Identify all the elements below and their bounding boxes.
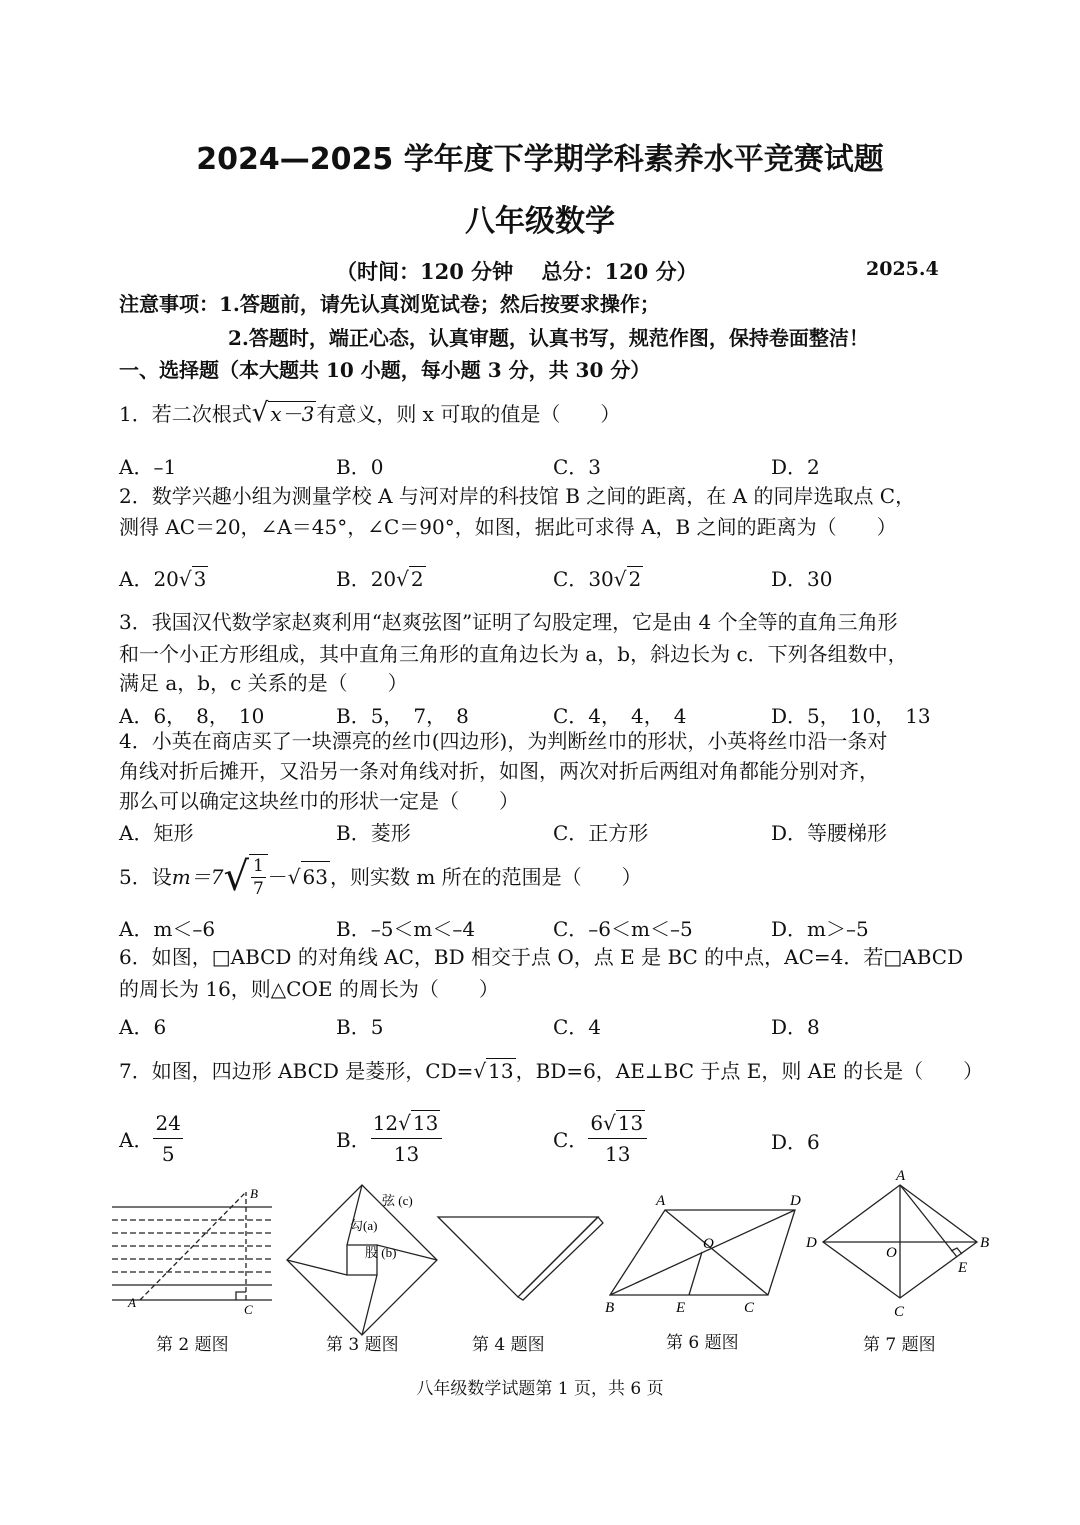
fig7-label-a: A xyxy=(896,1168,906,1184)
figure-7-caption: 第 7 题图 xyxy=(863,1335,936,1355)
q4-option-a: A．矩形 xyxy=(119,821,194,845)
figure-6-parallelogram xyxy=(610,1210,795,1295)
q5-option-b: B．–5＜m＜–4 xyxy=(336,917,476,941)
q3-option-c: C．4， 4， 4 xyxy=(553,704,687,728)
fig6-label-o: O xyxy=(703,1236,714,1252)
exam-title: 2024—2025 学年度下学期学科素养水平竞赛试题 xyxy=(196,142,884,177)
q5-minus: － xyxy=(267,864,288,889)
q3-option-d: D．5， 10， 13 xyxy=(771,704,931,728)
q4-option-c: C．正方形 xyxy=(553,821,649,845)
q7-option-b-label: B． xyxy=(336,1128,371,1152)
fig2-right-angle xyxy=(236,1292,246,1300)
question-3-line-3: 满足 a，b，c 关系的是（ ） xyxy=(119,671,408,695)
q2-option-c-radicand: 2 xyxy=(628,567,642,591)
q7-option-b-numerator xyxy=(371,1108,443,1139)
question-4-line-1: 4．小英在商店买了一块漂亮的丝巾(四边形)，为判断丝巾的形状，小英将丝巾沿一条对 xyxy=(119,729,888,753)
fig7-label-c: C xyxy=(894,1304,905,1320)
fig3-line xyxy=(362,1275,377,1335)
fig3-label-gou: 勾(a) xyxy=(350,1218,378,1233)
question-3-line-1: 3．我国汉代数学家赵爽利用“赵爽弦图”证明了勾股定理，它是由 4 个全等的直角三角形 xyxy=(119,610,898,634)
q1-stem-a: 1．若二次根式 xyxy=(119,402,252,426)
sqrt-icon: √ xyxy=(178,567,192,591)
q5-fraction-denominator: 7 xyxy=(252,879,264,899)
q7-option-a-label: A． xyxy=(119,1128,154,1152)
fig3-label-hypotenuse: 弦 (c) xyxy=(382,1193,413,1208)
q7-option-d: D．6 xyxy=(771,1130,820,1154)
question-2-line-2: 测得 AC＝20，∠A＝45°，∠C＝90°，如图，据此可求得 A，B 之间的距离为（ ） xyxy=(119,515,897,539)
exam-subtitle: 八年级数学 xyxy=(465,204,615,239)
question-2-line-1: 2．数学兴趣小组为测量学校 A 与河对岸的科技馆 B 之间的距离，在 A 的同岸选取点 C， xyxy=(119,484,916,508)
q2-option-a-label: A． xyxy=(119,567,154,591)
question-6-line-2: 的周长为 16，则△COE 的周长为（ ） xyxy=(119,977,499,1001)
fig2-label-b: B xyxy=(250,1186,258,1201)
q1-option-b: B．0 xyxy=(336,455,384,479)
section-heading: 一、选择题（本大题共 10 小题，每小题 3 分，共 30 分） xyxy=(119,358,651,382)
q5-fraction xyxy=(249,854,268,900)
q7-option-c-denominator: 13 xyxy=(605,1142,631,1166)
figure-2-river-diagram xyxy=(112,1192,272,1300)
q6-option-b: B．5 xyxy=(336,1015,384,1039)
q6-option-d: D．8 xyxy=(771,1015,820,1039)
fig2-label-c: C xyxy=(244,1302,253,1317)
q7-option-a-numerator: 24 xyxy=(153,1108,182,1139)
q2-option-c-label: C． xyxy=(553,567,589,591)
question-4-line-3: 那么可以确定这块丝巾的形状一定是（ ） xyxy=(119,789,519,813)
fig3-label-gu: 股 (b) xyxy=(365,1245,397,1260)
question-3-line-2: 和一个小正方形组成，其中直角三角形的直角边长为 a，b，斜边长为 c．下列各组数中， xyxy=(119,642,908,666)
notes-label: 注意事项： xyxy=(119,292,219,316)
q7-radicand: 13 xyxy=(488,1059,514,1083)
fig3-line xyxy=(287,1260,347,1275)
figure-3-caption: 第 3 题图 xyxy=(326,1335,399,1355)
q7-option-c-numerator xyxy=(588,1108,647,1139)
sqrt-icon: √ xyxy=(473,1059,487,1083)
question-5-stem xyxy=(119,846,642,908)
q6-option-a: A．6 xyxy=(119,1015,167,1039)
q2-option-b xyxy=(336,563,426,592)
sqrt-icon: √ xyxy=(251,398,269,428)
sqrt-icon: √ xyxy=(613,567,627,591)
figure-4-caption: 第 4 题图 xyxy=(472,1335,545,1355)
q7-stem-b: ，BD=6，AE⊥BC 于点 E，则 AE 的长是（ ） xyxy=(515,1059,984,1083)
fig4-fold-line xyxy=(522,1217,598,1293)
fig6-label-d: D xyxy=(790,1193,801,1209)
fig6-label-a: A xyxy=(656,1193,666,1209)
q7-option-a-denominator: 5 xyxy=(161,1142,175,1166)
q2-option-b-coef: 20 xyxy=(370,567,397,591)
q7-option-b-coef: 12 xyxy=(372,1111,399,1135)
q2-option-c xyxy=(553,563,643,592)
q7-stem-a: 7．如图，四边形 ABCD 是菱形，CD= xyxy=(119,1059,474,1083)
exam-date: 2025.4 xyxy=(866,258,939,280)
q2-option-c-coef: 30 xyxy=(588,567,614,591)
fig7-label-o: O xyxy=(886,1245,897,1261)
q1-radicand: x－3 xyxy=(270,402,315,426)
fig4-fold-edge xyxy=(518,1217,603,1300)
fig6-label-e: E xyxy=(676,1300,686,1316)
figure-6-caption: 第 6 题图 xyxy=(666,1333,739,1353)
notes-line-1 xyxy=(119,288,660,317)
q5-expr-m: m＝7 xyxy=(171,864,224,889)
fig3-outer-square xyxy=(287,1185,437,1335)
fig7-label-e: E xyxy=(958,1260,968,1276)
q5-option-c: C．–6＜m＜–5 xyxy=(553,917,693,941)
sqrt-icon: √ xyxy=(398,1111,411,1135)
notes-item-1: 1.答题前，请先认真浏览试卷；然后按要求操作； xyxy=(219,292,660,316)
figure-2-caption: 第 2 题图 xyxy=(156,1335,229,1355)
q2-option-b-radicand: 2 xyxy=(410,567,424,591)
q7-option-c-label: C． xyxy=(553,1128,589,1152)
figure-7-rhombus xyxy=(823,1185,977,1298)
q7-option-c-coef: 6 xyxy=(590,1111,604,1135)
q5-option-a: A．m＜–6 xyxy=(119,917,216,941)
question-1-stem xyxy=(119,398,620,430)
q3-option-a: A．6， 8， 10 xyxy=(119,704,265,728)
fig2-label-a: A xyxy=(128,1295,136,1310)
sqrt-icon: √ xyxy=(223,854,249,900)
q5-stem-b: ，则实数 m 所在的范围是（ ） xyxy=(329,864,642,889)
q6-option-c: C．4 xyxy=(553,1015,602,1039)
q3-option-b: B．5， 7， 8 xyxy=(336,704,469,728)
time-total-info: （时间：120 分钟 总分：120 分） xyxy=(336,259,698,284)
q1-option-d: D．2 xyxy=(771,455,820,479)
sqrt-icon: √ xyxy=(396,567,409,591)
q5-option-d: D．m＞–5 xyxy=(771,917,869,941)
question-4-line-2: 角线对折后摊开，又沿另一条对角线对折，如图，两次对折后两组对角都能分别对齐， xyxy=(119,759,879,783)
q4-option-d: D．等腰梯形 xyxy=(771,821,888,845)
q5-stem-a: 5．设 xyxy=(119,864,172,889)
q2-option-b-label: B． xyxy=(336,567,371,591)
fig6-label-b: B xyxy=(605,1300,615,1316)
fig6-label-c: C xyxy=(744,1300,755,1316)
q2-option-a-radicand: 3 xyxy=(193,567,207,591)
q1-stem-b: 有意义，则 x 可取的值是（ ） xyxy=(316,402,621,426)
figure-4-folded-scarf xyxy=(438,1217,603,1300)
fig7-label-b: B xyxy=(980,1235,990,1251)
fig4-triangle xyxy=(438,1217,598,1297)
q2-option-a xyxy=(119,563,208,592)
q2-option-d: D．30 xyxy=(771,567,833,591)
q7-option-c-radicand: 13 xyxy=(617,1111,644,1135)
question-7-stem xyxy=(119,1056,983,1087)
q4-option-b: B．菱形 xyxy=(336,821,411,845)
q5-fraction-numerator: 1 xyxy=(252,856,264,876)
q1-option-c: C．3 xyxy=(553,455,602,479)
q5-radicand: 63 xyxy=(301,861,330,893)
q1-option-a: A．–1 xyxy=(119,455,177,479)
q2-option-a-coef: 20 xyxy=(153,567,179,591)
sqrt-icon: √ xyxy=(287,864,301,889)
sqrt-icon: √ xyxy=(603,1111,616,1135)
page-footer: 八年级数学试题第 1 页，共 6 页 xyxy=(416,1379,664,1399)
fig3-line xyxy=(347,1185,362,1245)
question-6-line-1: 6．如图，□ABCD 的对角线 AC，BD 相交于点 O，点 E 是 BC 的中点，AC=4．若□ABCD xyxy=(119,945,964,969)
notes-item-2: 2.答题时，端正心态，认真审题，认真书写，规范作图，保持卷面整洁！ xyxy=(228,326,869,350)
fig6-diagonal-ac xyxy=(665,1210,768,1295)
q7-option-b-radicand: 13 xyxy=(412,1111,439,1135)
fig7-label-d: D xyxy=(806,1235,817,1251)
figure-3-zhao-diagram xyxy=(287,1185,437,1335)
q7-option-b-denominator: 13 xyxy=(393,1142,420,1166)
